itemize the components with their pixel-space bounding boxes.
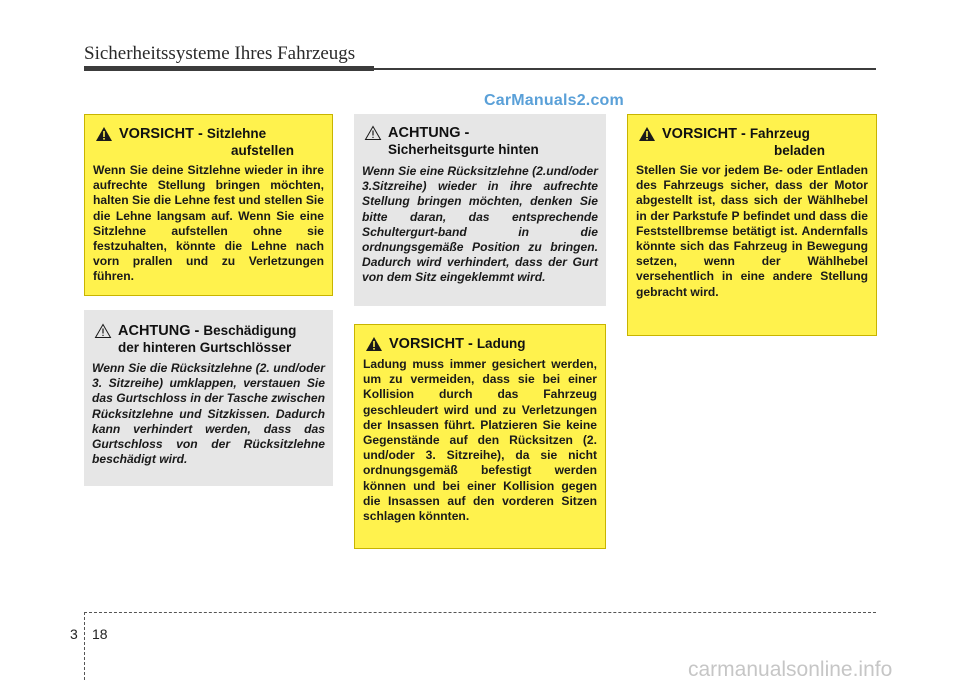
header-rule-thin bbox=[374, 68, 876, 70]
caution-box-ladung bbox=[354, 324, 606, 549]
warning-triangle-icon bbox=[638, 126, 656, 142]
notice-body: Wenn Sie eine Rücksitzlehne (2.und/oder 3.Sitzreihe) wieder in ihre aufrechte Stellung bringen möchten, denken Sie bitte daran, das entsprechende Schultergurt-band in die ordnungsgemäße Position zu bringen. Dadurch wird verhindert, dass der Gurt von dem Sitz eingeklemmt wird. bbox=[362, 164, 598, 285]
warning-triangle-icon bbox=[365, 336, 383, 352]
notice-heading: ACHTUNG - Beschädigung der hinteren Gurtschlösser bbox=[92, 322, 325, 355]
footer-rule bbox=[84, 612, 876, 613]
caution-heading: VORSICHT - Ladung bbox=[363, 335, 597, 353]
chapter-number: 3 bbox=[70, 626, 78, 642]
page-number-value: 18 bbox=[92, 626, 108, 642]
carmanuals-watermark: CarManuals2.com bbox=[484, 92, 624, 109]
caution-box-fahrzeug bbox=[627, 114, 877, 336]
caution-heading: VORSICHT - Sitzlehne aufstellen bbox=[93, 125, 324, 158]
caution-heading: VORSICHT - Fahrzeug beladen bbox=[636, 125, 868, 158]
warning-triangle-icon bbox=[95, 126, 113, 142]
page-header-title: Sicherheitssysteme Ihres Fahrzeugs bbox=[84, 43, 356, 64]
caution-body: Stellen Sie vor jedem Be- oder Entladen des Fahrzeugs sicher, dass der Motor abgestellt ist, dass sich der Wählhebel in der Parkstufe P befindet und dass die Feststellbremse betätigt ist. Andernfalls könnte sich das Fahrzeug in Bewegung setzen, wenn der Wählhebel versehentlich in eine andere Stellung gebracht wird. bbox=[636, 163, 868, 299]
notice-body: Wenn Sie die Rücksitzlehne (2. und/oder 3. Sitzreihe) umklappen, verstauen Sie das Gurtschloss in der Tasche zwischen Rücksitzlehne und Sitzkissen. Dadurch kann verhindert werden, dass das Gurtschloss von der Rücksitzlehne beschädigt wird. bbox=[92, 361, 325, 467]
notice-box-sicherheitsgurte bbox=[354, 114, 606, 306]
footer-divider bbox=[84, 612, 85, 680]
notice-box-gurtschloesser bbox=[84, 310, 333, 486]
header-rule-thick bbox=[84, 66, 374, 71]
caution-body: Wenn Sie deine Sitzlehne wieder in ihre aufrechte Stellung bringen möchten, halten Sie die Lehne fest und stellen Sie die Lehne langsam auf. Wenn Sie eine Sitzlehne aufstellen ohne sie festzuhalten, könnte die Lehne nach vorn prallen und zu Verletzungen führen. bbox=[93, 163, 324, 284]
warning-triangle-outline-icon bbox=[94, 323, 112, 339]
warning-triangle-outline-icon bbox=[364, 125, 382, 141]
caution-body: Ladung muss immer gesichert werden, um zu vermeiden, dass sie bei einer Kollision durch das Fahrzeug geschleudert wird und zu Verletzungen der Insassen führt. Platzieren Sie keine Gegenstände auf den Rücksitzen (2. und/oder 3. Sitzreihe), da sie nicht ordnungsgemäß befestigt werden können und bei einer Kollision gegen die Insassen auf den vorderen Sitzen schlagen könnten. bbox=[363, 357, 597, 524]
notice-heading: ACHTUNG - Sicherheitsgurte hinten bbox=[362, 124, 598, 157]
site-watermark: carmanualsonline.info bbox=[688, 658, 893, 681]
caution-box-sitzlehne bbox=[84, 114, 333, 296]
